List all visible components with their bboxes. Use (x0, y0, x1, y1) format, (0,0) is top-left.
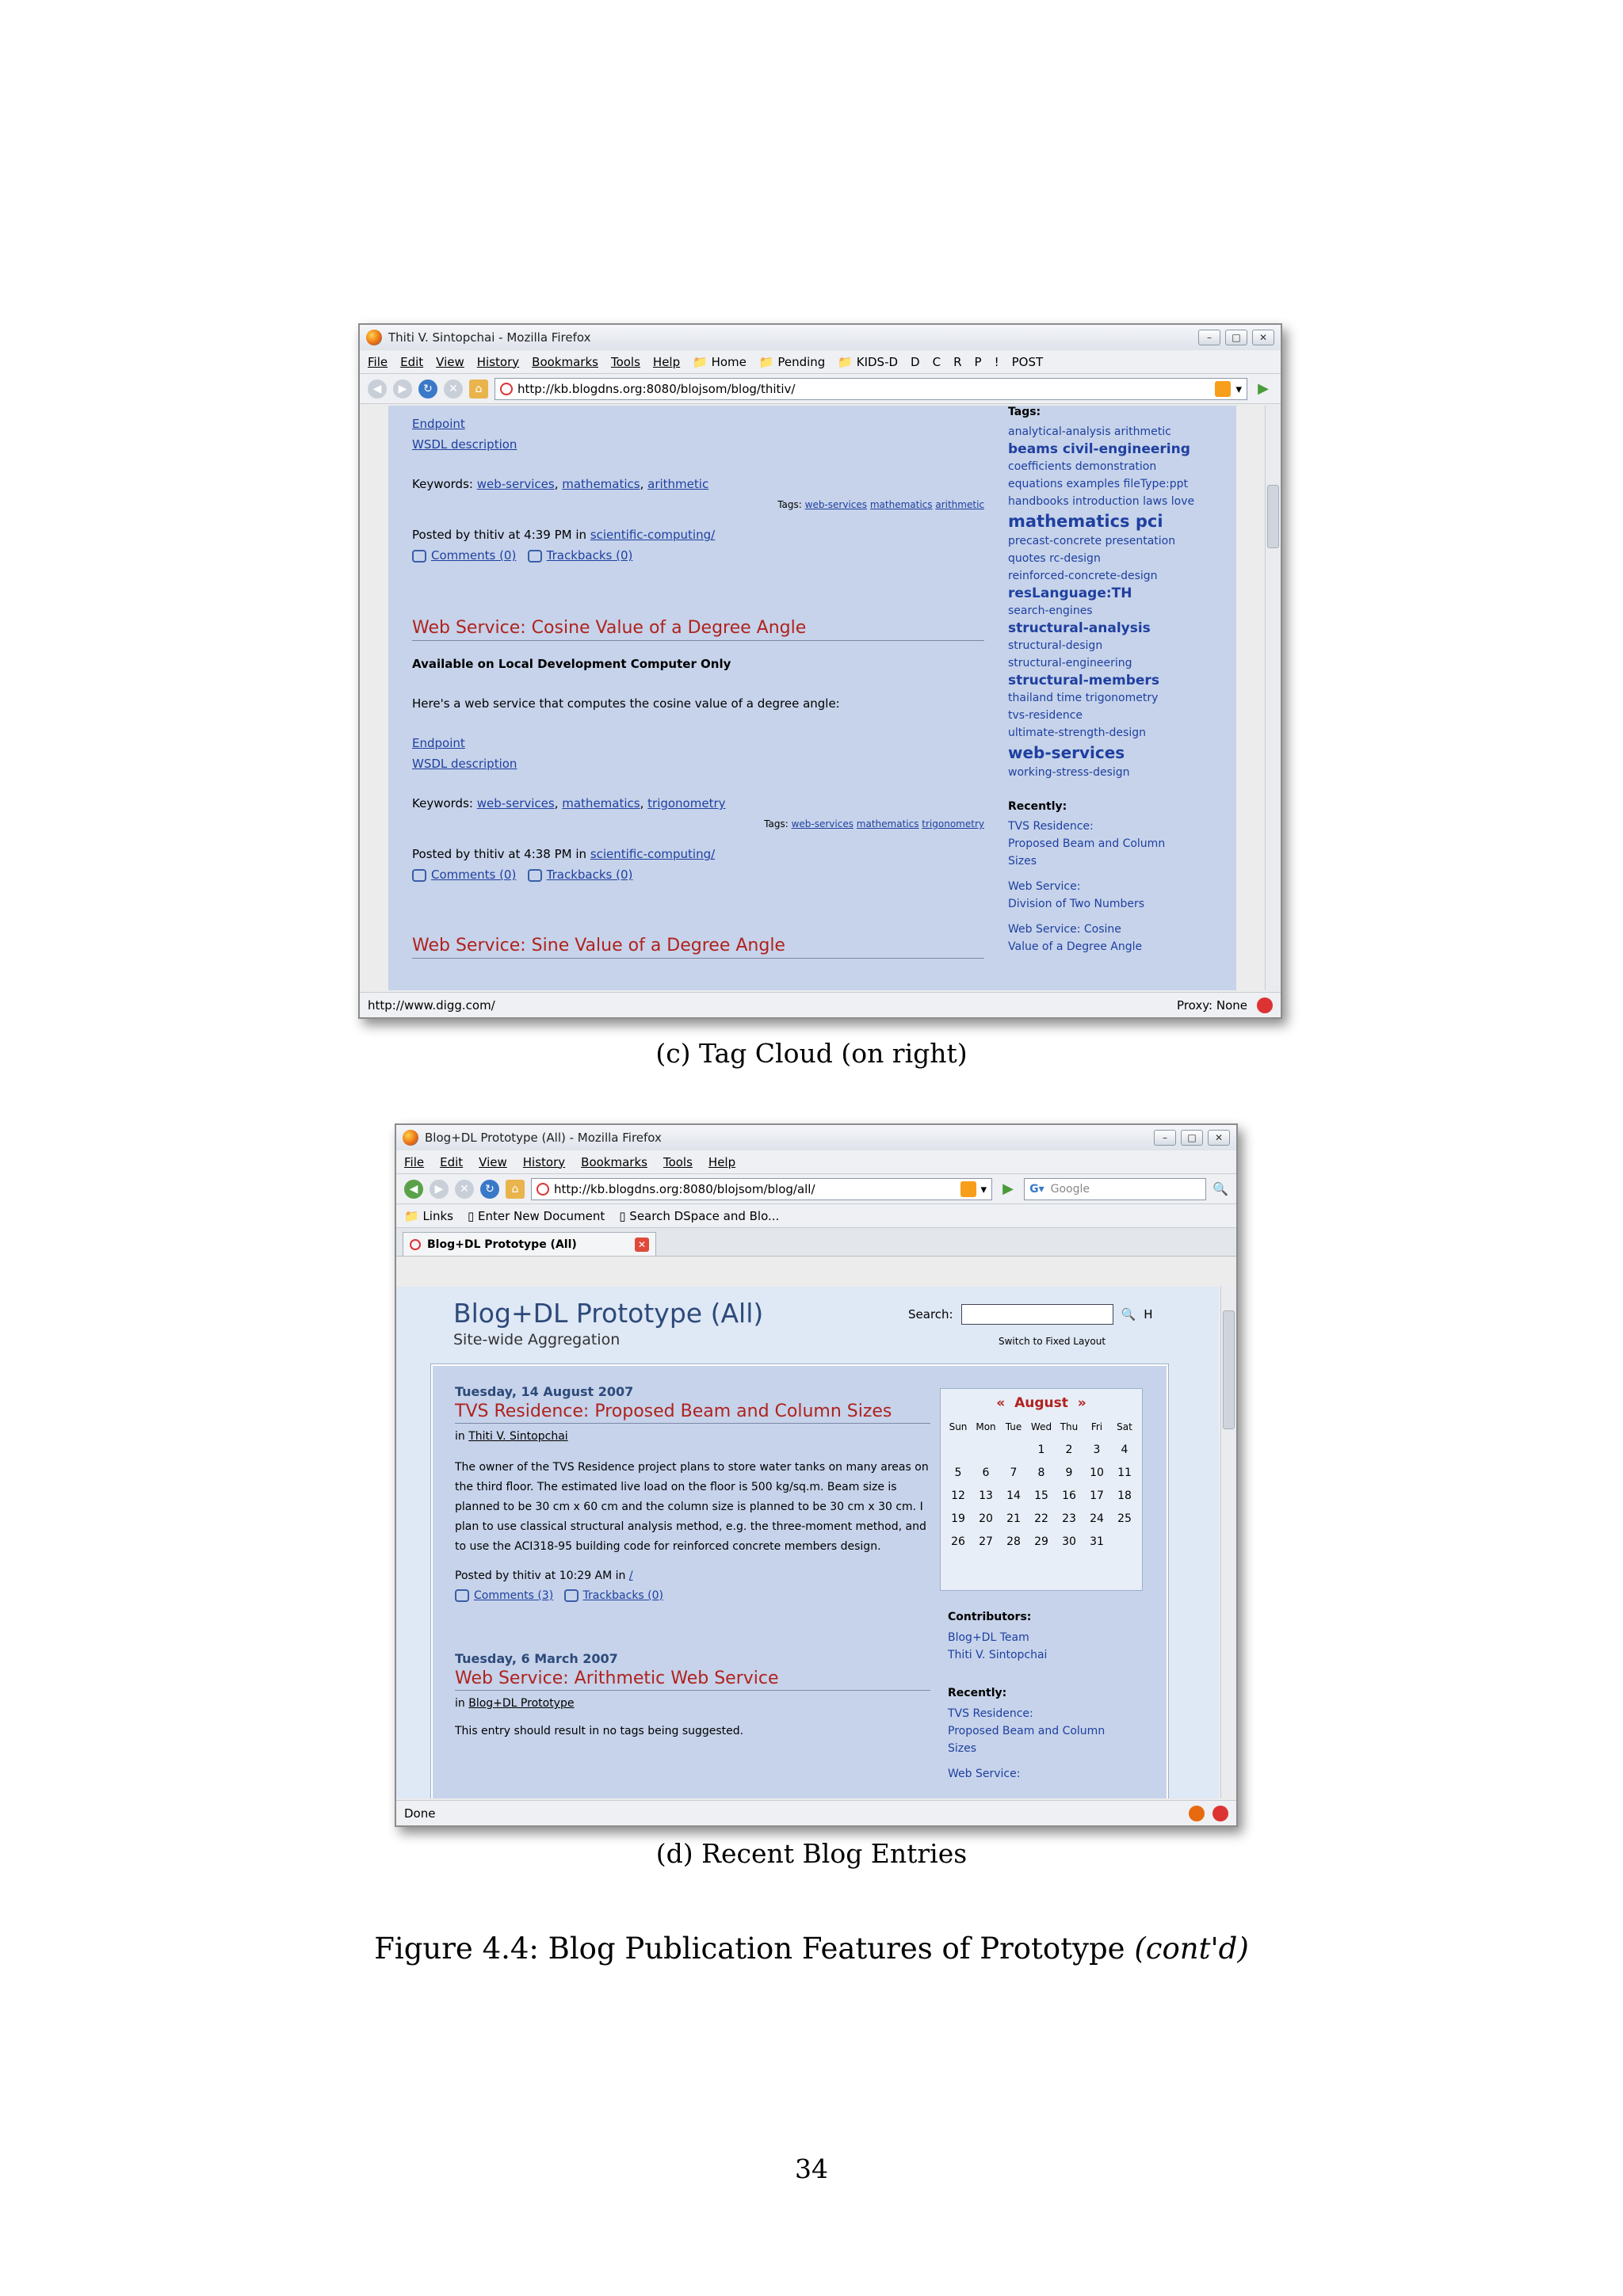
comments-link[interactable]: Comments (0) (431, 868, 517, 882)
calendar-day[interactable]: 24 (1090, 1512, 1104, 1525)
contributor-link[interactable]: Thiti V. Sintopchai (948, 1649, 1048, 1661)
calendar-day[interactable]: 21 (1006, 1512, 1021, 1525)
firefox-icon (366, 330, 382, 345)
recent-entry-link[interactable]: Proposed Beam and Column (1008, 837, 1166, 850)
bookmark-search-dspace[interactable]: ▯ Search DSpace and Blo... (619, 1208, 780, 1223)
maximize-button[interactable]: □ (1181, 1130, 1203, 1146)
tag-line[interactable]: equations examples fileType:ppt (1008, 478, 1188, 490)
tag-line[interactable]: tvs-residence (1008, 709, 1083, 722)
entry-body: This entry should result in no tags being suggested. (455, 1725, 744, 1737)
entry-title[interactable]: Web Service: Arithmetic Web Service (455, 1669, 930, 1691)
calendar-day[interactable]: 29 (1034, 1535, 1048, 1548)
calendar-day[interactable]: 7 (1010, 1466, 1018, 1479)
tag-line[interactable]: structural-engineering (1008, 657, 1132, 669)
recent-entry-link[interactable]: Web Service: (948, 1768, 1021, 1780)
menu-view[interactable]: View (479, 1154, 507, 1169)
category-link[interactable]: scientific-computing/ (590, 528, 716, 542)
tab-site-icon (410, 1239, 421, 1250)
keyword-link[interactable]: web-services (476, 477, 555, 491)
stop-icon[interactable]: ✕ (455, 1180, 474, 1199)
bookmark-pending[interactable]: 📁 Pending (758, 354, 826, 369)
menu-history[interactable]: History (522, 1154, 566, 1169)
bookmark-kids-d[interactable]: 📁 KIDS-D (838, 354, 899, 369)
tag-line[interactable]: working-stress-design (1008, 766, 1130, 779)
weekday: Sun (949, 1421, 968, 1432)
calendar-day[interactable]: 26 (951, 1535, 965, 1548)
bookmark-home[interactable]: 📁 Home (693, 354, 747, 369)
posted-by: Posted by thitiv at 4:39 PM in (412, 528, 587, 542)
weekday: Thu (1060, 1421, 1079, 1432)
vertical-scrollbar[interactable] (1220, 1287, 1236, 1798)
tags-label: Tags: (777, 499, 802, 510)
back-button[interactable]: ◀ (404, 1180, 423, 1199)
calendar-day[interactable]: 9 (1065, 1466, 1073, 1479)
menu-file[interactable]: File (368, 354, 388, 369)
tag-line[interactable]: reinforced-concrete-design (1008, 570, 1158, 582)
google-icon[interactable]: G▾ (1029, 1182, 1044, 1196)
calendar-day[interactable]: 5 (954, 1466, 962, 1479)
tag-link[interactable]: trigonometry (922, 818, 984, 830)
tags-heading: Tags: (1008, 406, 1041, 418)
menu-help[interactable]: Help (708, 1154, 736, 1169)
caption-d: (d) Recent Blog Entries (655, 1838, 968, 1869)
search-icon[interactable]: 🔍 (1121, 1307, 1136, 1322)
tag-line[interactable]: thailand time trigonometry (1008, 692, 1159, 704)
weekday: Mon (976, 1421, 996, 1432)
calendar-day[interactable] (945, 1438, 972, 1461)
post-title[interactable]: Web Service: Cosine Value of a Degree Angle (412, 618, 984, 641)
menu-edit[interactable]: Edit (400, 354, 424, 369)
calendar-next[interactable]: » (1077, 1395, 1086, 1411)
menu-file[interactable]: File (404, 1154, 425, 1169)
forward-button[interactable]: ▶ (393, 379, 412, 399)
go-icon[interactable]: ▶ (1002, 1180, 1014, 1197)
status-text: Done (404, 1806, 436, 1821)
calendar-prev[interactable]: « (996, 1395, 1006, 1411)
post-title[interactable]: Web Service: Sine Value of a Degree Angle (412, 936, 984, 959)
calendar-day[interactable]: 1 (1037, 1443, 1045, 1456)
forward-button[interactable]: ▶ (430, 1180, 449, 1199)
proxy-status[interactable]: Proxy: None (1177, 997, 1247, 1013)
close-button[interactable]: ✕ (1208, 1130, 1230, 1146)
recent-entry-link[interactable]: Proposed Beam and Column (948, 1725, 1106, 1737)
recent-entry-link[interactable]: TVS Residence: (948, 1707, 1033, 1720)
calendar-day[interactable]: 30 (1062, 1535, 1076, 1548)
tab-blog-dl-prototype[interactable]: Blog+DL Prototype (All) ✕ (403, 1232, 656, 1256)
menu-tools[interactable]: Tools (663, 1154, 693, 1169)
calendar-grid (945, 1416, 1139, 1553)
calendar-day[interactable] (1111, 1530, 1139, 1553)
home-icon[interactable]: ⌂ (506, 1180, 525, 1199)
reload-icon[interactable]: ↻ (418, 379, 437, 399)
comment-icon (412, 869, 426, 882)
calendar-day[interactable]: 25 (1117, 1512, 1132, 1525)
calendar-day[interactable]: 28 (1006, 1535, 1021, 1548)
firefox-status-icon (1189, 1806, 1205, 1821)
tag-link[interactable]: mathematics (869, 499, 933, 510)
rss-feed-icon[interactable] (960, 1181, 976, 1197)
post-note: Available on Local Development Computer Only (412, 657, 731, 671)
site-subtitle: Site-wide Aggregation (453, 1331, 621, 1348)
rss-feed-icon[interactable] (1215, 381, 1231, 397)
calendar-day[interactable]: 20 (979, 1512, 993, 1525)
weekday: Fri (1090, 1421, 1103, 1432)
calendar-day[interactable] (1000, 1438, 1028, 1461)
search-input[interactable]: G▾ Google (1024, 1178, 1206, 1200)
scrollbar-thumb[interactable] (1267, 485, 1279, 548)
calendar-day[interactable]: 8 (1037, 1466, 1045, 1479)
maximize-button[interactable]: □ (1225, 330, 1247, 345)
calendar-day[interactable]: 2 (1065, 1443, 1073, 1456)
firefox-icon (403, 1130, 418, 1146)
author-link[interactable]: Blog+DL Prototype (468, 1697, 575, 1710)
comment-icon (412, 550, 426, 563)
endpoint-link[interactable]: Endpoint (412, 417, 465, 431)
site-icon (537, 1183, 549, 1196)
back-button[interactable]: ◀ (368, 379, 387, 399)
trackback-icon (528, 869, 542, 882)
tag-line[interactable]: handbooks introduction laws love (1008, 495, 1195, 508)
posted-by: Posted by thitiv at 4:38 PM in (412, 847, 587, 861)
search-go-icon[interactable]: 🔍 (1212, 1181, 1228, 1196)
minimize-button[interactable]: – (1154, 1130, 1176, 1146)
keyword-link[interactable]: mathematics (562, 796, 640, 810)
home-icon[interactable]: ⌂ (469, 379, 488, 399)
tag-link[interactable]: web-services (804, 499, 868, 510)
firefox-window-tag-cloud (358, 323, 1282, 1019)
recently-heading: Recently: (948, 1687, 1007, 1699)
calendar-day[interactable]: 4 (1121, 1443, 1128, 1456)
recent-entry-link[interactable]: Sizes (1008, 855, 1037, 868)
reload-icon[interactable]: ↻ (480, 1180, 499, 1199)
address-bar[interactable]: http://kb.blogdns.org:8080/blojsom/blog/thitiv/ ▾ (495, 378, 1247, 400)
tag-line[interactable]: coefficients demonstration (1008, 460, 1157, 473)
post-body: Here's a web service that computes the cosine value of a degree angle: (412, 696, 840, 711)
calendar-day[interactable]: 19 (951, 1512, 965, 1525)
weekday: Sat (1117, 1421, 1132, 1432)
recent-entry-link[interactable]: TVS Residence: (1008, 820, 1094, 833)
entry-title[interactable]: TVS Residence: Proposed Beam and Column Sizes (455, 1402, 930, 1424)
tag-line[interactable]: web-services (1008, 743, 1125, 762)
tags-label: Tags: (764, 818, 789, 830)
bookmark-bang[interactable]: ! (994, 354, 999, 369)
bookmark-enter-new-document[interactable]: ▯ Enter New Document (468, 1208, 605, 1223)
tag-line[interactable]: structural-analysis (1008, 620, 1151, 636)
tab-strip (396, 1228, 1236, 1257)
calendar-day[interactable]: 27 (979, 1535, 993, 1548)
tag-link[interactable]: web-services (791, 818, 854, 830)
wsdl-link[interactable]: WSDL description (412, 437, 517, 452)
calendar-day[interactable]: 15 (1034, 1489, 1048, 1502)
posted-by: Posted by thitiv at 10:29 AM in (455, 1569, 626, 1582)
scrollbar-thumb[interactable] (1223, 1310, 1235, 1429)
figure-caption: Figure 4.4: Blog Publication Features of Prototype (cont'd) (374, 1932, 1249, 1966)
title-bar (396, 1125, 1236, 1150)
site-title: Blog+DL Prototype (All) (453, 1298, 764, 1329)
entry-body: The owner of the TVS Residence project plans to store water tanks on many areas on the third floor. The estimated live load on the floor is 500 kg/sq.m. Beam size is planned to be 30 cm x 60 cm and the column size is planned to be 30 cm x 30 cm. I plan to use classical structural analysis method, e.g. the three-moment method, and to use the ACI318-95 building code for reinforced concrete members design. (455, 1461, 929, 1553)
calendar-day[interactable]: 13 (979, 1489, 993, 1502)
menu-bar (360, 350, 1281, 374)
recent-entry-link[interactable]: Sizes (948, 1742, 977, 1755)
comment-icon (455, 1589, 469, 1602)
tag-cloud (1008, 406, 1222, 955)
page-content: Endpoint WSDL description Keywords: web-services, mathematics, arithmetic Tags: web-services mathematics arithmetic Posted by thitiv at 4:39 PM in scientific-computing/ Comments (0) Trackbacks (0) Web Service: Cosine Value of a Degree Angle Available on Local Development Computer Only Here's a web service that computes the cosine value of a degree angle: Endpoint WSDL description Keywords: web-services, mathematics, trigonometry Tags: web-services mathematics trigonometry Posted by thitiv at 4:38 PM in scientific-computing/ Comments (0) Trackbacks (0) Web Service: Sine Value of a Degree Angle Tags: analytical-analysis arithmetic beams civil-engineering coefficients demonstration equations examples fileType:ppt handbooks introduction laws love mathematics pci precast-concrete presentation quotes rc-design reinforced-concrete-design resLanguage:TH search-engines structural-analysis structural-design structural-engineering structural-members thailand time trigonometry tvs-residence ultimate-strength-design web-services working-stress-design Recently: TVS Residence: Proposed Beam and Column Sizes Web Service: Division of Two Numbers Web Service: Cosine Value of a Degree Angle (388, 406, 1236, 990)
category-link[interactable]: / (628, 1569, 633, 1582)
adblock-icon[interactable] (1257, 997, 1273, 1013)
tag-line[interactable]: beams civil-engineering (1008, 441, 1190, 457)
endpoint-link[interactable]: Endpoint (412, 736, 465, 750)
search-h-link[interactable]: H (1144, 1307, 1153, 1322)
firefox-window-recent-entries (395, 1123, 1238, 1827)
site-icon (500, 383, 513, 395)
menu-bookmarks[interactable]: Bookmarks (532, 354, 598, 369)
calendar-day[interactable]: 6 (982, 1466, 990, 1479)
navigation-bar (396, 1174, 1236, 1204)
recently-heading: Recently: (1008, 800, 1067, 813)
tag-line[interactable]: search-engines (1008, 605, 1093, 617)
menu-bar (396, 1150, 1236, 1174)
calendar-day[interactable]: 14 (1006, 1489, 1021, 1502)
calendar-day[interactable]: 16 (1062, 1489, 1076, 1502)
keyword-link[interactable]: arithmetic (647, 477, 709, 491)
stop-icon[interactable]: ✕ (444, 379, 463, 399)
menu-bookmarks[interactable]: Bookmarks (581, 1154, 647, 1169)
tag-line[interactable]: mathematics pci (1008, 512, 1163, 531)
trackbacks-link[interactable]: Trackbacks (0) (582, 1589, 664, 1602)
wsdl-link[interactable]: WSDL description (412, 757, 517, 771)
keyword-link[interactable]: mathematics (562, 477, 640, 491)
vertical-scrollbar[interactable] (1265, 406, 1281, 990)
url-dropdown-icon[interactable]: ▾ (980, 1181, 987, 1196)
menu-edit[interactable]: Edit (440, 1154, 464, 1169)
calendar (940, 1388, 1143, 1591)
keyword-link[interactable]: web-services (476, 796, 555, 810)
tag-line[interactable]: analytical-analysis arithmetic (1008, 425, 1171, 438)
bookmark-c[interactable]: C (932, 354, 941, 369)
trackbacks-link[interactable]: Trackbacks (0) (546, 868, 633, 882)
contributors-heading: Contributors: (948, 1611, 1032, 1623)
url-dropdown-icon[interactable]: ▾ (1235, 381, 1242, 396)
caption-c: (c) Tag Cloud (on right) (655, 1038, 968, 1069)
calendar-month: August (1014, 1395, 1068, 1411)
tab-close-icon[interactable]: ✕ (635, 1238, 649, 1252)
adblock-icon[interactable] (1212, 1806, 1228, 1821)
page-number: 34 (795, 2153, 828, 2184)
trackback-icon (564, 1589, 579, 1602)
calendar-day[interactable] (972, 1438, 1000, 1461)
weekday: Wed (1030, 1421, 1052, 1432)
recent-entry-link[interactable]: Web Service: (1008, 880, 1081, 893)
recent-entry-link[interactable]: Web Service: Cosine (1008, 923, 1121, 936)
window-title: Blog+DL Prototype (All) - Mozilla Firefox (425, 1131, 662, 1145)
bookmarks-toolbar (396, 1204, 1236, 1228)
status-bar (360, 992, 1281, 1017)
keywords-label: Keywords: (412, 477, 473, 491)
calendar-day[interactable]: 12 (951, 1489, 965, 1502)
address-bar[interactable]: http://kb.blogdns.org:8080/blojsom/blog/all/ ▾ (531, 1178, 992, 1200)
tag-line[interactable]: ultimate-strength-design (1008, 727, 1146, 739)
trackbacks-link[interactable]: Trackbacks (0) (546, 548, 633, 563)
entry-date: Tuesday, 14 August 2007 (455, 1384, 634, 1399)
bookmark-post[interactable]: POST (1011, 354, 1044, 369)
tag-line[interactable]: precast-concrete presentation (1008, 535, 1176, 547)
bookmark-links[interactable]: 📁 Links (404, 1208, 453, 1223)
comments-link[interactable]: Comments (0) (431, 548, 517, 563)
window-title: Thiti V. Sintopchai - Mozilla Firefox (388, 330, 591, 345)
entry-date: Tuesday, 6 March 2007 (455, 1651, 618, 1666)
main-panel: Tuesday, 14 August 2007 TVS Residence: Proposed Beam and Column Sizes in Thiti V. Sintopchai The owner of the TVS Residence project plans to store water tanks on many areas on the third floor. The estimated live load on the floor is 500 kg/sq.m. Beam size is planned to be 30 cm x 60 cm and the column size is planned to be 30 cm x 30 cm. I plan to use classical structural analysis method, e.g. the three-moment method, and to use the ACI318-95 building code for reinforced concrete members design. Posted by thitiv at 10:29 AM in / Comments (3) Trackbacks (0) Tuesday, 6 March 2007 Web Service: Arithmetic Web Service in Blog+DL Prototype This entry should result in no tags being suggested. « August » Sun Mon Tue Wed Thu Fri Sat 1 2 3 4 5 6 7 8 9 10 11 12 13 14 15 16 17 18 19 20 21 22 23 24 25 26 27 28 29 30 31 Contributors: Blog+DL Team Thiti V. Sintopchai Recently: TVS Residence: Proposed Beam and Column Sizes Web Service: (431, 1364, 1168, 1798)
bookmark-r[interactable]: R (953, 354, 962, 369)
tag-link[interactable]: mathematics (856, 818, 919, 830)
calendar-day[interactable]: 3 (1093, 1443, 1101, 1456)
weekday: Tue (1005, 1421, 1022, 1432)
tag-line[interactable]: quotes rc-design (1008, 552, 1101, 565)
calendar-day[interactable]: 18 (1117, 1489, 1132, 1502)
switch-layout-link[interactable]: Switch to Fixed Layout (999, 1336, 1106, 1347)
menu-help[interactable]: Help (652, 354, 681, 369)
trackback-icon (528, 550, 542, 563)
recent-entry-link[interactable]: Value of a Degree Angle (1008, 940, 1143, 953)
recent-entry-link[interactable]: Division of Two Numbers (1008, 898, 1145, 910)
calendar-day[interactable]: 23 (1062, 1512, 1076, 1525)
menu-history[interactable]: History (476, 354, 520, 369)
page-content (396, 1287, 1219, 1798)
menu-view[interactable]: View (436, 354, 464, 369)
close-button[interactable]: ✕ (1252, 330, 1274, 345)
menu-tools[interactable]: Tools (610, 354, 640, 369)
title-bar (360, 325, 1281, 350)
calendar-day[interactable]: 11 (1117, 1466, 1132, 1479)
status-bar (396, 1800, 1236, 1825)
status-url: http://www.digg.com/ (368, 997, 495, 1013)
tag-link[interactable]: arithmetic (935, 499, 984, 510)
blog-search-input[interactable] (961, 1304, 1113, 1325)
comments-link[interactable]: Comments (3) (474, 1589, 554, 1602)
author-link[interactable]: Thiti V. Sintopchai (468, 1430, 568, 1443)
bookmark-d[interactable]: D (911, 354, 920, 369)
calendar-day[interactable]: 17 (1090, 1489, 1104, 1502)
navigation-bar (360, 374, 1281, 404)
calendar-day[interactable]: 10 (1090, 1466, 1104, 1479)
search-label: Search: (908, 1307, 953, 1322)
calendar-day[interactable]: 31 (1090, 1535, 1104, 1548)
keyword-link[interactable]: trigonometry (647, 796, 726, 810)
contributor-link[interactable]: Blog+DL Team (948, 1631, 1029, 1644)
tag-line[interactable]: resLanguage:TH (1008, 585, 1132, 601)
tag-line[interactable]: structural-members (1008, 673, 1159, 688)
go-icon[interactable]: ▶ (1258, 379, 1269, 397)
tag-line[interactable]: structural-design (1008, 639, 1103, 652)
minimize-button[interactable]: – (1198, 330, 1220, 345)
bookmark-p[interactable]: P (974, 354, 982, 369)
keywords-label: Keywords: (412, 796, 473, 810)
calendar-day[interactable]: 22 (1034, 1512, 1048, 1525)
category-link[interactable]: scientific-computing/ (590, 847, 716, 861)
